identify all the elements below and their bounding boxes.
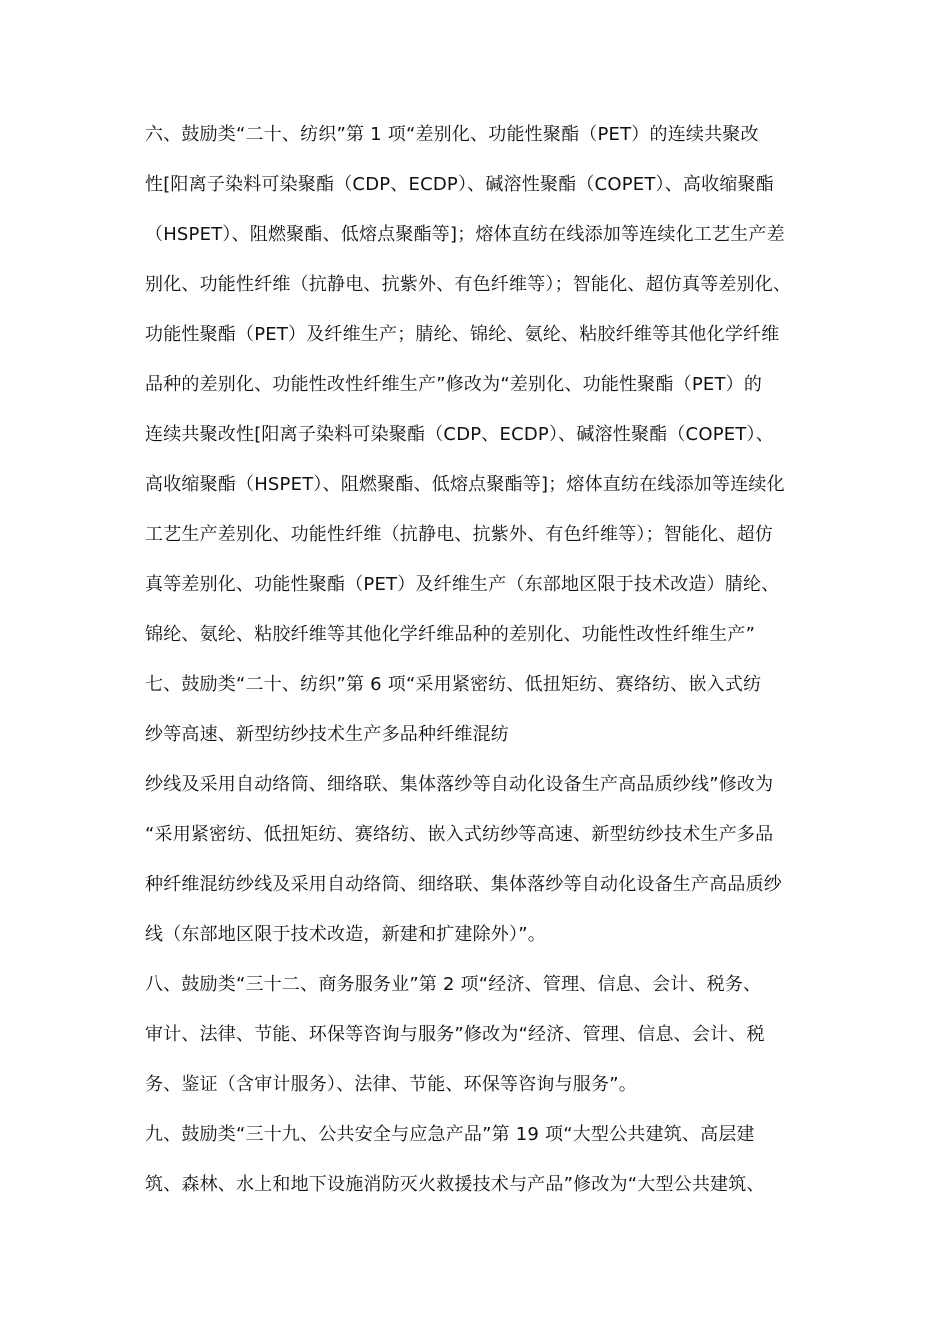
text-line: “采用紧密纺、低扭矩纺、赛络纺、嵌入式纺纱等高速、新型纺纱技术生产多品 (145, 824, 774, 845)
text-line: （HSPET）、阻燃聚酯、低熔点聚酯等]；熔体直纺在线添加等连续化工艺生产差 (145, 224, 785, 245)
text-line: 纱线及采用自动络筒、细络联、集体落纱等自动化设备生产高品质纱线”修改为 (145, 774, 774, 795)
text-line: 工艺生产差别化、功能性纤维（抗静电、抗紫外、有色纤维等）；智能化、超仿 (145, 524, 773, 545)
text-line: 纱等高速、新型纺纱技术生产多品种纤维混纺 (145, 724, 509, 745)
text-line: 高收缩聚酯（HSPET）、阻燃聚酯、低熔点聚酯等]；熔体直纺在线添加等连续化 (145, 474, 785, 495)
text-line: 八、鼓励类“三十二、商务服务业”第 2 项“经济、管理、信息、会计、税务、 (145, 974, 762, 995)
text-line: 线（东部地区限于技术改造，新建和扩建除外）”。 (145, 924, 546, 945)
text-line: 筑、森林、水上和地下设施消防灭火救援技术与产品”修改为“大型公共建筑、 (145, 1174, 765, 1195)
text-line: 九、鼓励类“三十九、公共安全与应急产品”第 19 项“大型公共建筑、高层建 (145, 1124, 755, 1145)
text-line: 六、鼓励类“二十、纺织”第 1 项“差别化、功能性聚酯（PET）的连续共聚改 (145, 124, 759, 145)
text-line: 功能性聚酯（PET）及纤维生产；腈纶、锦纶、氨纶、粘胶纤维等其他化学纤维 (145, 324, 780, 345)
text-line: 种纤维混纺纱线及采用自动络筒、细络联、集体落纱等自动化设备生产高品质纱 (145, 874, 782, 895)
text-line: 别化、功能性纤维（抗静电、抗紫外、有色纤维等）；智能化、超仿真等差别化、 (145, 274, 792, 295)
text-line: 品种的差别化、功能性改性纤维生产”修改为“差别化、功能性聚酯（PET）的 (145, 374, 763, 395)
text-line: 连续共聚改性[阳离子染料可染聚酯（CDP、ECDP）、碱溶性聚酯（COPET）、 (145, 424, 774, 445)
text-line: 性[阳离子染料可染聚酯（CDP、ECDP）、碱溶性聚酯（COPET）、高收缩聚酯 (145, 174, 774, 195)
text-line: 锦纶、氨纶、粘胶纤维等其他化学纤维品种的差别化、功能性改性纤维生产” (145, 624, 756, 645)
text-line: 真等差别化、功能性聚酯（PET）及纤维生产（东部地区限于技术改造）腈纶、 (145, 574, 780, 595)
text-line: 七、鼓励类“二十、纺织”第 6 项“采用紧密纺、低扭矩纺、赛络纺、嵌入式纺 (145, 674, 762, 695)
text-line: 审计、法律、节能、环保等咨询与服务”修改为“经济、管理、信息、会计、税 (145, 1024, 765, 1045)
text-line: 务、鉴证（含审计服务）、法律、节能、环保等咨询与服务”。 (145, 1074, 637, 1095)
